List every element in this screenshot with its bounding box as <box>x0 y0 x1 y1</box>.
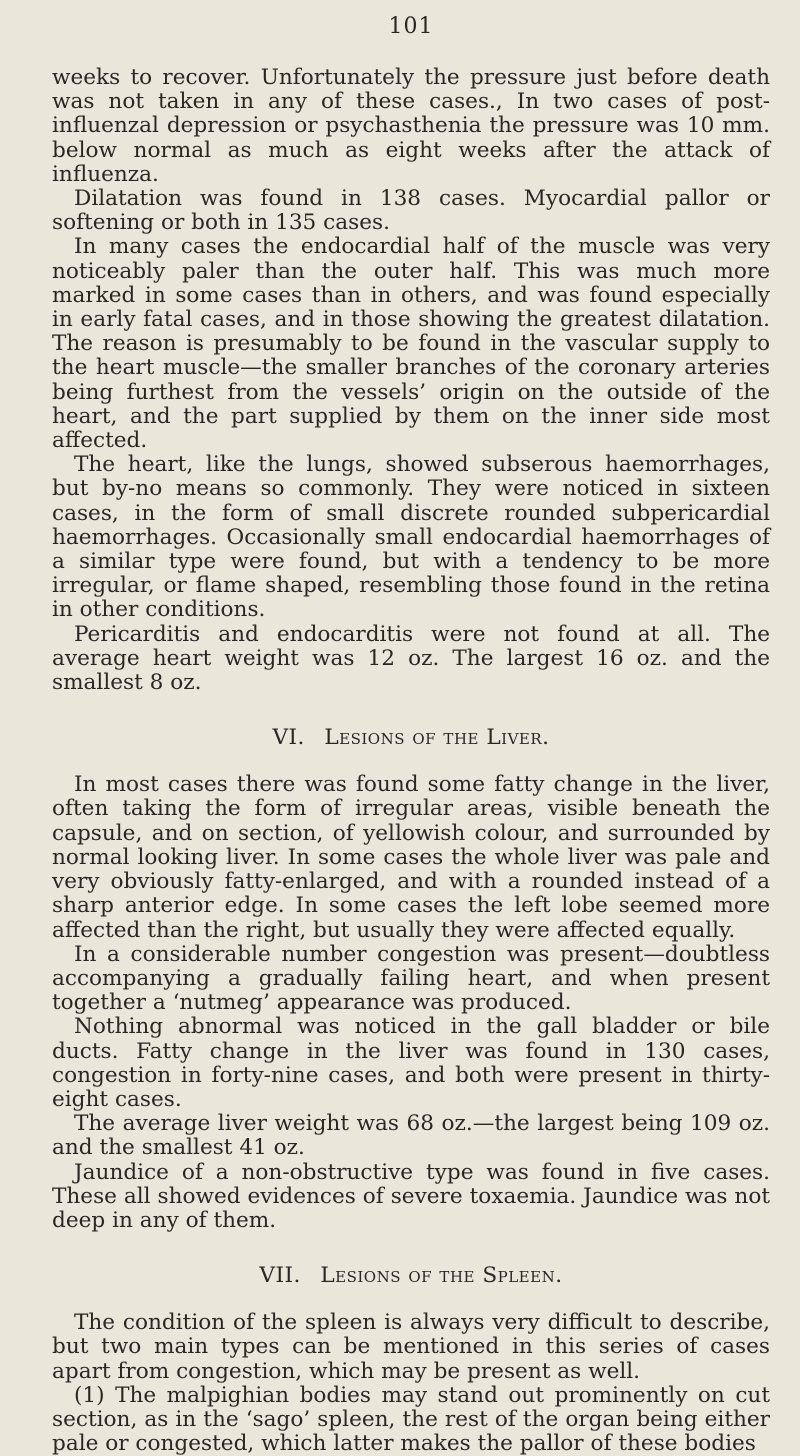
paragraph: The average liver weight was 68 oz.—the largest being 109 oz. and the smallest 41 oz. <box>52 1111 770 1161</box>
section-number: VI. <box>272 725 305 751</box>
section-title: Lesions of the Liver. <box>324 725 550 751</box>
paragraph: In most cases there was found some fatty change in the liver, often taking the form of irregular areas, visible beneath the capsule, and on section, of yellowish colour, and surrounded by normal looking liver. In some cases the whole liver was pale and very obviously fatty-enlarged, and with a rounded instead of a sharp anterior edge. In some cases the left lobe seemed more affected than the right, but usually they were affected equally. <box>52 772 770 943</box>
paragraph: (1) The malpighian bodies may stand out prominently on cut section, as in the ‘sago’ spleen, the rest of the organ being either pale or congested, which latter makes the pallor of these bodies <box>52 1382 770 1456</box>
page-number: 101 <box>388 14 434 39</box>
section-heading-spleen <box>52 1263 770 1289</box>
paragraph: weeks to recover. Unfortunately the pressure just before death was not taken in any of these cases., In two cases of post-influenzal depression or psychasthenia the pressure was 10 mm. below normal as much as eight weeks after the attack of influenza. <box>52 65 770 187</box>
section-number: VII. <box>259 1263 301 1289</box>
paragraph: Pericarditis and endocarditis were not found at all. The average heart weight was 12 oz. The largest 16 oz. and the smallest 8 oz. <box>52 621 770 696</box>
paragraph: The heart, like the lungs, showed subserous haemorrhages, but by-no means so commonly. They were noticed in sixteen cases, in the form of small discrete rounded subpericardial haemorrhages. Occasionally small endocardial haemorrhages of a similar type were found, but with a tendency to be more irregular, or flame shaped, resembling those found in the retina in other conditions. <box>52 452 770 623</box>
paragraph: In a considerable number congestion was present—doubtless accompanying a gradually failing heart, and when present together a ‘nutmeg’ appearance was produced. <box>52 941 770 1016</box>
section-title: Lesions of the Spleen. <box>320 1263 563 1289</box>
paragraph: In many cases the endocardial half of the muscle was very noticeably paler than the outer half. This was much more marked in some cases than in others, and was found especially in early fatal cases, and in those showing the greatest dilatation. The reason is presumably to be found in the vascular supply to the heart muscle—the smaller branches of the coronary arteries being furthest from the vessels’ origin on the outside of the heart, and the part supplied by them on the inner side most affected. <box>52 234 770 454</box>
section-heading-liver <box>52 725 770 751</box>
paragraph: Jaundice of a non-obstructive type was found in five cases. These all showed evidences of severe toxaemia. Jaundice was not deep in any of them. <box>52 1159 770 1233</box>
paragraph: Dilatation was found in 138 cases. Myocardial pallor or softening or both in 135 cases. <box>52 186 770 236</box>
paragraph: The condition of the spleen is always very difficult to describe, but two main types can be mentioned in this series of cases apart from congestion, which may be present as well. <box>52 1310 770 1384</box>
paragraph: Nothing abnormal was noticed in the gall bladder or bile ducts. Fatty change in the liver was found in 130 cases, congestion in forty-nine cases, and both were present in thirty-eight cases. <box>52 1014 770 1112</box>
